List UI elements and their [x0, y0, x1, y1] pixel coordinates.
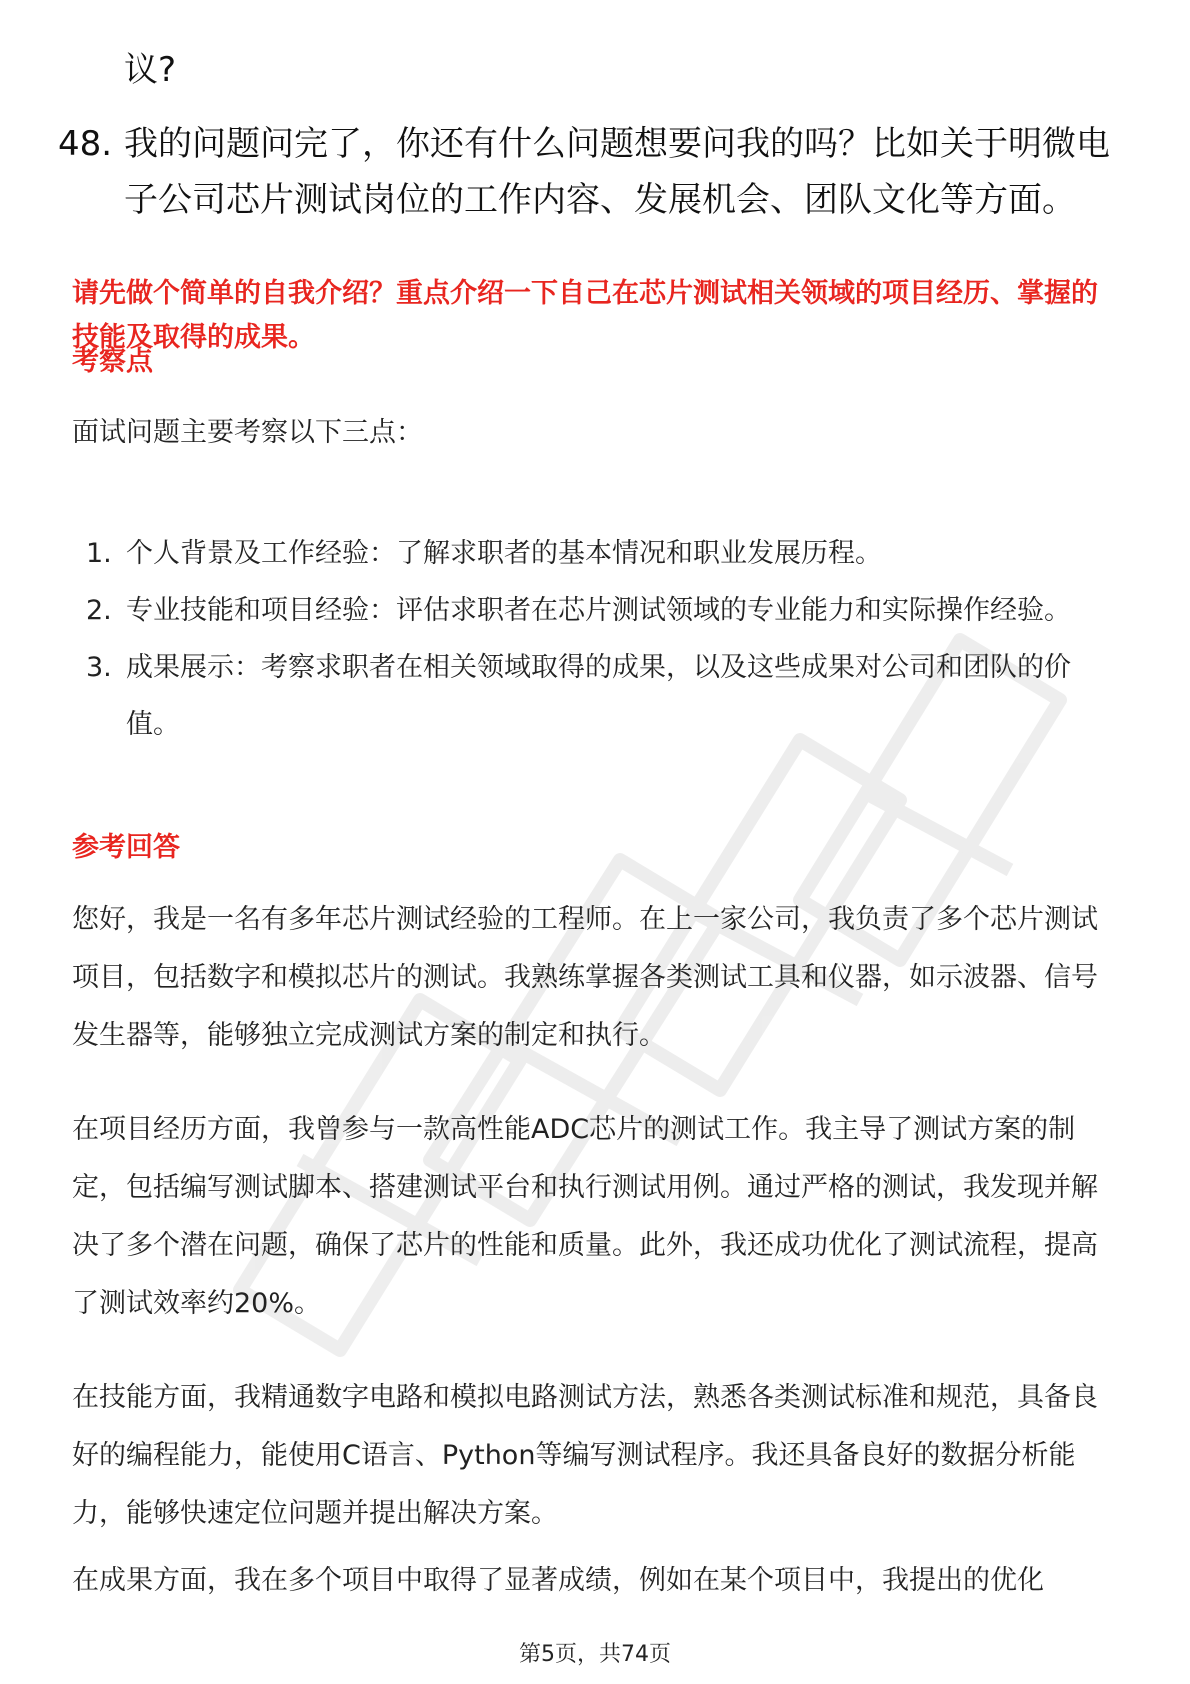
- interview-question: 请先做个简单的自我介绍？重点介绍一下自己在芯片测试相关领域的项目经历、掌握的技能及取得的成果。: [72, 278, 1098, 353]
- list-item-number: 3.: [86, 652, 112, 683]
- question-number: 48.: [58, 124, 113, 164]
- list-item: [72, 639, 1122, 753]
- answer-paragraph: 在项目经历方面，我曾参与一款高性能ADC芯片的测试工作。我主导了测试方案的制定，包括编写测试脚本、搭建测试平台和执行测试用例。通过严格的测试，我发现并解决了多个潜在问题，确保了芯片的性能和质量。此外，我还成功优化了测试流程，提高了测试效率约20%。: [72, 1114, 1098, 1319]
- list-item: [72, 525, 1122, 582]
- exam-points-heading: 考察点: [72, 346, 153, 377]
- list-item-text: 个人背景及工作经验：了解求职者的基本情况和职业发展历程。: [126, 538, 882, 569]
- exam-points-intro: 面试问题主要考察以下三点：: [72, 417, 423, 448]
- question-text: 我的问题问完了，你还有什么问题想要问我的吗？比如关于明微电子公司芯片测试岗位的工作内容、发展机会、团队文化等方面。: [124, 124, 1110, 220]
- reference-answer-heading: 参考回答: [72, 832, 180, 863]
- answer-paragraph: 您好，我是一名有多年芯片测试经验的工程师。在上一家公司，我负责了多个芯片测试项目，包括数字和模拟芯片的测试。我熟练掌握各类测试工具和仪器，如示波器、信号发生器等，能够独立完成测试方案的制定和执行。: [72, 904, 1098, 1051]
- list-item-number: 2.: [86, 595, 112, 626]
- list-item-number: 1.: [86, 538, 112, 569]
- answer-paragraph: 在技能方面，我精通数字电路和模拟电路测试方法，熟悉各类测试标准和规范，具备良好的编程能力，能使用C语言、Python等编写测试程序。我还具备良好的数据分析能力，能够快速定位问题并提出解决方案。: [72, 1382, 1098, 1529]
- list-item: [72, 582, 1122, 639]
- page-number: 第5页，共74页: [519, 1642, 671, 1667]
- list-item-text: 专业技能和项目经验：评估求职者在芯片测试领域的专业能力和实际操作经验。: [126, 595, 1071, 626]
- question-continuation: 议?: [124, 50, 177, 90]
- question-48: [58, 116, 1118, 228]
- answer-paragraph: 在成果方面，我在多个项目中取得了显著成绩，例如在某个项目中，我提出的优化: [72, 1565, 1044, 1596]
- list-item-text: 成果展示：考察求职者在相关领域取得的成果，以及这些成果对公司和团队的价值。: [126, 652, 1071, 740]
- exam-points-list: [72, 525, 1122, 753]
